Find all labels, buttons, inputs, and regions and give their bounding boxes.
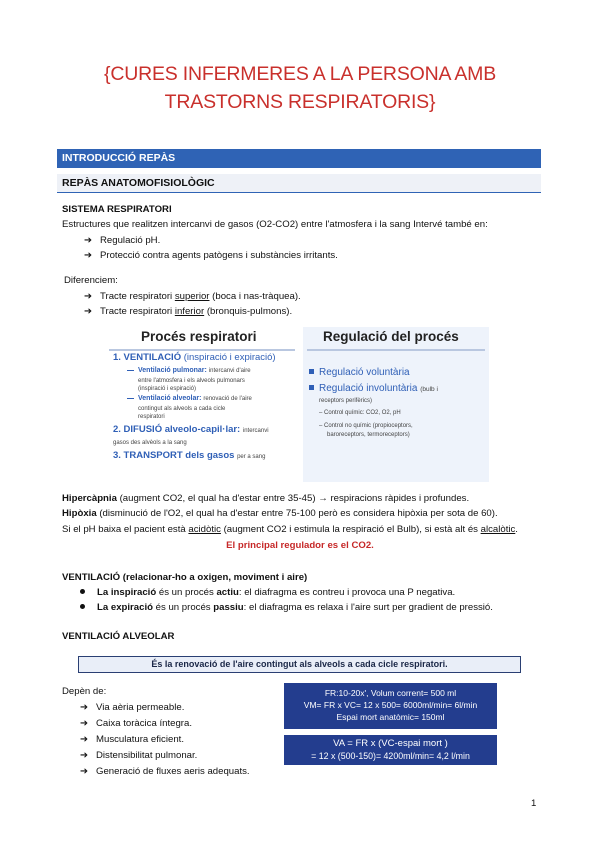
list-item: ➔ Regulació pH. xyxy=(84,235,161,246)
section-intro-bar: INTRODUCCIÓ REPÀS xyxy=(57,149,541,168)
list-item: ➔ Musculatura eficient. xyxy=(80,734,184,745)
diferenciem-label: Diferenciem: xyxy=(64,275,118,286)
fig-item-difusio: 2. DIFUSIÓ alveolo-capil·lar: intercanvi xyxy=(113,424,269,435)
fig-vp-label: Ventilació pulmonar: intercanvi d'aire xyxy=(127,367,251,374)
fig-vp-text3: (inspiració i espiració) xyxy=(138,386,197,392)
principal-regulador: El principal regulador es el CO2. xyxy=(226,540,374,551)
ventilacio-heading: VENTILACIÓ (relacionar-ho a oxigen, moviment i aire) xyxy=(62,572,308,583)
formula-espai-mort: Espai mort anatòmic= 150ml xyxy=(336,712,445,722)
figure-left-panel xyxy=(107,327,297,482)
arrow-icon: ➔ xyxy=(84,291,93,302)
arrow-icon: ➔ xyxy=(80,750,89,761)
fig-reg-involuntaria: Regulació involuntària (bulb i xyxy=(309,383,438,394)
fig-control-no-quimic: – Control no químic (propioceptors, xyxy=(319,423,413,429)
arrow-icon: ➔ xyxy=(80,734,89,745)
hipercapnia-line: Hipercàpnia (augment CO2, el qual ha d'estar entre 35-45) → respiracions ràpides i profundes. xyxy=(62,493,470,504)
section-anat-bar: REPÀS ANATOMOFISIOLÒGIC xyxy=(57,174,541,193)
fig-reg-voluntaria: Regulació voluntària xyxy=(309,367,410,378)
bullet-icon xyxy=(80,604,85,609)
formula-box-va xyxy=(284,735,497,765)
arrow-icon: ➔ xyxy=(84,306,93,317)
figure-left-heading: Procés respiratori xyxy=(141,329,257,344)
ph-line: Si el pH baixa el pacient està acidòtic (augment CO2 i estimula la respiració el Bulb), si està alt és alcalòtic. xyxy=(62,524,518,535)
formula-va: VA = FR x (VC-espai mort ) xyxy=(333,738,448,749)
document-title-line1: {CURES INFERMERES A LA PERSONA AMB xyxy=(104,63,496,85)
list-item: ➔ Protecció contra agents patògens i substàncies irritants. xyxy=(84,250,338,261)
arrow-icon: ➔ xyxy=(80,702,89,713)
fig-vp-text2: entre l'atmosfera i els alveols pulmonars xyxy=(138,378,245,384)
fig-va-label: Ventilació alveolar: renovació de l'aire xyxy=(127,395,252,402)
fig-control-quimic: – Control químic: CO2, O2, pH xyxy=(319,410,401,416)
arrow-icon: ➔ xyxy=(80,766,89,777)
bullet-icon xyxy=(80,589,85,594)
list-item: La inspiració és un procés actiu: el diafragma es contreu i provoca una P negativa. xyxy=(80,585,455,600)
list-item: La expiració és un procés passiu: el diafragma es relaxa i l'aire surt per gradient de pressió. xyxy=(80,600,493,615)
fig-va-text2: contingut als alveols a cada cicle xyxy=(138,406,226,412)
fig-difusio-text: gasos des alvèols a la sang xyxy=(113,440,187,446)
formula-box-vm xyxy=(284,683,497,729)
arrow-icon: ➔ xyxy=(80,718,89,729)
document-title-line2: TRASTORNS RESPIRATORIS} xyxy=(164,91,436,113)
formula-fr: FR:10-20x', Volum corrent= 500 ml xyxy=(324,688,457,698)
fig-va-text3: respiratori xyxy=(138,414,165,420)
arrow-icon: ➔ xyxy=(84,235,93,246)
list-item: ➔ Via aèria permeable. xyxy=(80,702,185,713)
sistema-heading: SISTEMA RESPIRATORI xyxy=(62,204,172,215)
figure-right-panel xyxy=(303,327,489,482)
list-item: ➔ Generació de fluxes aeris adequats. xyxy=(80,766,250,777)
alveolar-heading: VENTILACIÓ ALVEOLAR xyxy=(62,631,175,642)
fig-item-transport: 3. TRANSPORT dels gasos per a sang xyxy=(113,450,266,461)
fig-control-no-quimic-2: baroreceptors, termoreceptors) xyxy=(327,432,410,438)
respiratory-process-figure xyxy=(107,327,489,482)
divider xyxy=(109,349,295,351)
sistema-intro: Estructures que realitzen intercanvi de gasos (O2-CO2) entre l'atmosfera i la sang Intervé també en: xyxy=(62,219,488,230)
formula-vm: VM= FR x VC= 12 x 500= 6000ml/min= 6l/min xyxy=(303,700,478,710)
formula-va-result: = 12 x (500-150)= 4200ml/min= 4,2 l/min xyxy=(311,751,470,761)
list-item: ➔ Caixa toràcica íntegra. xyxy=(80,718,192,729)
alveolar-definition-banner: És la renovació de l'aire contingut als alveols a cada cicle respiratori. xyxy=(78,656,521,673)
list-item: ➔ Tracte respiratori superior (boca i nas-tràquea). xyxy=(84,291,301,302)
arrow-icon: ➔ xyxy=(84,250,93,261)
hipoxia-line: Hipòxia (disminució de l'O2, el qual ha d'estar entre 75-100 però es considera hipòxia per sota de 60). xyxy=(62,508,498,519)
figure-right-heading: Regulació del procés xyxy=(323,329,459,344)
fig-item-ventilacio: 1. VENTILACIÓ (inspiració i expiració) xyxy=(113,352,276,363)
list-item: ➔ Tracte respiratori inferior (bronquis-pulmons). xyxy=(84,306,293,317)
divider xyxy=(307,349,485,351)
page-number: 1 xyxy=(531,798,537,809)
fig-reg-note: receptors perifèrics) xyxy=(319,398,373,404)
depen-label: Depèn de: xyxy=(62,686,107,697)
list-item: ➔ Distensibilitat pulmonar. xyxy=(80,750,198,761)
